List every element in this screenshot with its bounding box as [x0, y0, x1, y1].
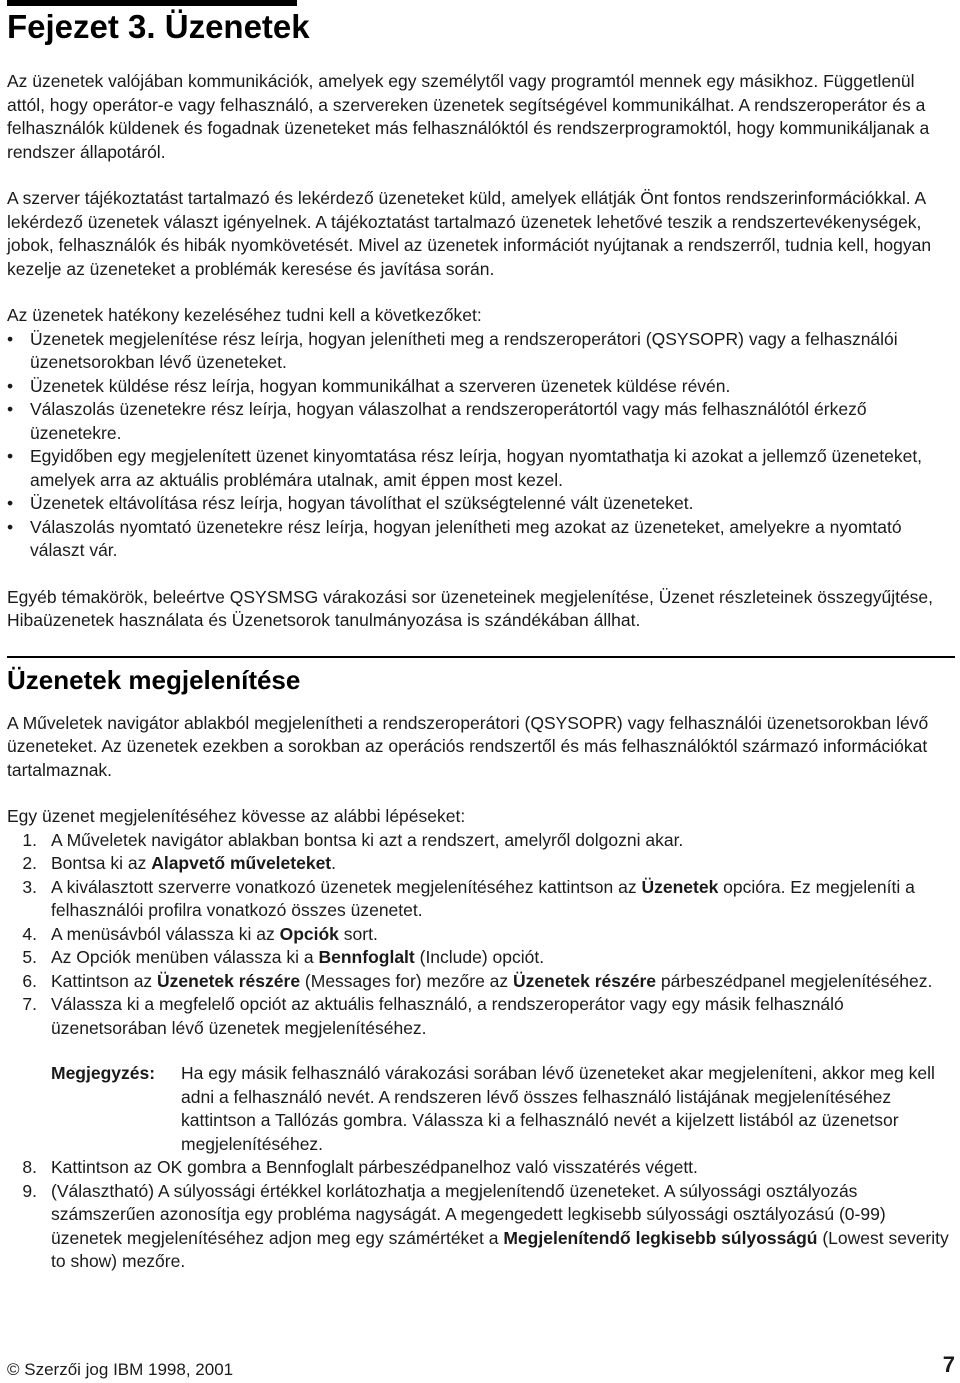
note [51, 1062, 955, 1156]
ui-term: Opciók [279, 923, 339, 944]
list-intro: Az üzenetek hatékony kezeléséhez tudni kell a következőket: [7, 305, 482, 325]
list-item: • Üzenetek eltávolítása rész leírja, hogyan távolíthat el szükségtelenné vált üzeneteket. [7, 492, 955, 516]
ui-term: Üzenetek részére [157, 970, 301, 991]
steps-list [7, 829, 955, 1274]
list-item: • Egyidőben egy megjelenített üzenet kinyomtatása rész leírja, hogyan nyomtathatja ki azokat a jellemző üzeneteket, amelyek arra az aktuális problémára utalnak, amit éppen most kezel. [7, 445, 955, 492]
intro-paragraph-2: A szerver tájékoztatást tartalmazó és lekérdező üzeneteket küld, amelyek ellátják Önt fontos rendszerinformációkkal. A lekérdező üzenetek választ igényelnek. A tájékoztatást tartalmazó üzenetek lehetővé teszik a rendszertevékenységek, jobok, felhasználók és hibák nyomkövetését. Mivel az üzenetek információt nyújtanak a rendszerről, tudnia kell, hogyan kezelje az üzeneteket a problémák keresése és javítása során. [7, 188, 932, 279]
list-item: • Üzenetek küldése rész leírja, hogyan kommunikálhat a szerveren üzenetek küldése révén. [7, 375, 955, 399]
step-1: 1. A Műveletek navigátor ablakban bontsa ki azt a rendszert, amelyről dolgozni akar. [22, 829, 684, 850]
list-item: • Üzenetek megjelenítése rész leírja, hogyan jelenítheti meg a rendszeroperátori (QSYSOPR) vagy a felhasználói üzenetsorokban lévő üzeneteket. [7, 328, 955, 375]
page-body [7, 70, 955, 1274]
step-8: 8. Kattintson az OK gombra a Bennfoglalt párbeszédpanelhoz való visszatérés végett. [22, 1157, 698, 1177]
list-item: • Válaszolás nyomtató üzenetekre rész leírja, hogyan jelenítheti meg azokat az üzeneteket, amelyekre a nyomtató választ vár. [7, 516, 955, 563]
intro-paragraph-1: Az üzenetek valójában kommunikációk, amelyek egy személytől vagy programtól mennek egy másikhoz. Függetlenül attól, hogy operátor-e vagy felhasználó, a szervereken üzenetek segítségével kommunikálhat. A rendszeroperátor és a felhasználók küldenek és fogadnak üzeneteket más felhasználóktól és rendszerprogramoktól, hogy kommunikáljanak a rendszer állapotáról. [7, 71, 930, 162]
chapter-title: Fejezet 3. Üzenetek [7, 8, 310, 45]
step-4: 4. A menüsávból válassza ki az Opciók sort. [22, 923, 378, 944]
section-rule [7, 656, 955, 658]
note-label: Megjegyzés: [51, 1063, 156, 1083]
step-9: 9. (Választható) A súlyossági értékkel korlátozhatja a megjelenítendő üzeneteket. A súlyossági osztályozás számszerűen azonosítja egy probléma nagyságát. A megengedett legkisebb súlyossági osztályozású (0-99) üzenetek megjelenítéséhez adjon meg egy számértéket a Megjelenítendő legkisebb súlyosságú (Lowest severity to show) mezőre. [22, 1180, 949, 1271]
steps-intro: Egy üzenet megjelenítéséhez kövesse az alábbi lépéseket: [7, 806, 466, 826]
topics-list [7, 328, 955, 563]
intro-paragraph-3: Egyéb témakörök, beleértve QSYSMSG várakozási sor üzeneteinek megjelenítése, Üzenet részleteinek összegyűjtése, Hibaüzenetek használata és Üzenetsorok tanulmányozása is szándékában állhat. [7, 586, 934, 630]
copyright-notice: © Szerzői jog IBM 1998, 2001 [7, 1360, 234, 1379]
step-2: 2. Bontsa ki az Alapvető műveleteket. [22, 853, 337, 873]
ui-term: Üzenetek [641, 876, 719, 897]
page-number: 7 [942, 1352, 955, 1377]
note-text: Ha egy másik felhasználó várakozási sorában lévő üzeneteket akar megjeleníteni, akkor meg kell adni a felhasználó nevét. A rendszeren lévő összes felhasználó listájának megjelenítéséhez kattintson a Tallózás gombra. Válassza ki a felhasználó nevét a kijelzett listából az üzenetsor megjelenítéséhez. [181, 1063, 935, 1154]
section-paragraph: A Műveletek navigátor ablakból megjelenítheti a rendszeroperátori (QSYSOPR) vagy felhasználói üzenetsorokban lévő üzeneteket. Az üzenetek ezekben a sorokban az operációs rendszertől és más felhasználóktól származó információkat tartalmaznak. [7, 712, 929, 780]
page-footer [7, 1353, 955, 1383]
step-6: 6. Kattintson az Üzenetek részére (Messages for) mezőre az Üzenetek részére párbeszédpanel megjelenítéséhez. [22, 970, 933, 991]
list-item: • Válaszolás üzenetekre rész leírja, hogyan válaszolhat a rendszeroperátortól vagy más felhasználótól érkező üzenetekre. [7, 398, 955, 445]
step-5: 5. Az Opciók menüben válassza ki a Bennfoglalt (Include) opciót. [22, 947, 545, 967]
ui-term: Alapvető műveleteket [151, 853, 332, 873]
ui-term: Üzenetek részére [513, 970, 657, 991]
ui-term: Megjelenítendő legkisebb súlyosságú [503, 1227, 818, 1248]
ui-term: Bennfoglalt [318, 947, 415, 967]
section-title: Üzenetek megjelenítése [7, 664, 301, 695]
step-7: 7. Válassza ki a megfelelő opciót az aktuális felhasználó, a rendszeroperátor vagy egy másik felhasználó üzenetsorában lévő üzenetek megjelenítéséhez. Megjegyzés: Ha egy másik felhasználó várakozási sorában lévő üzeneteket akar megjeleníteni, akkor meg kell adni a felhasználó nevét. A rendszeren lévő összes felhasználó listájának megjelenítéséhez kattintson a Tallózás gombra. Válassza ki a felhasználó nevét a kijelzett listából az üzenetsor megjelenítéséhez. [7, 993, 955, 1156]
step-3: 3. A kiválasztott szerverre vonatkozó üzenetek megjelenítéséhez kattintson az Üzenetek opcióra. Ez megjeleníti a felhasználói profilra vonatkozó összes üzenetet. [22, 876, 915, 920]
